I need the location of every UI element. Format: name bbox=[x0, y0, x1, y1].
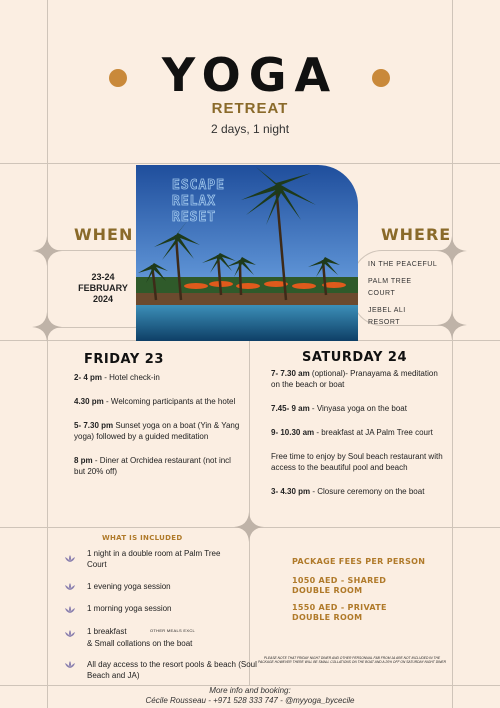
page-subtitle: RETREAT bbox=[211, 100, 289, 117]
photo-overlay-escape: ESCAPE bbox=[172, 178, 225, 193]
package-shared: 1050 AED - SHARED DOUBLE ROOM bbox=[292, 576, 387, 595]
package-private: 1550 AED - PRIVATE DOUBLE ROOM bbox=[292, 603, 387, 622]
saturday-schedule bbox=[271, 368, 443, 510]
photo-overlay-relax: RELAX bbox=[172, 194, 217, 209]
included-item: 1 night in a double room at Palm Tree Court bbox=[87, 549, 221, 569]
included-item: 1 breakfast bbox=[87, 627, 127, 636]
where-line: COURT bbox=[368, 290, 396, 297]
schedule-item: Free time to enjoy by Soul beach restaurant with access to the beautiful pool and beach bbox=[271, 452, 443, 472]
schedule-item: 4.30 pm - Welcoming participants at the hotel bbox=[74, 397, 236, 406]
where-line: IN THE PEACEFUL bbox=[368, 261, 438, 268]
sparkle-icon bbox=[32, 236, 62, 266]
schedule-item: 3- 4.30 pm - Closure ceremony on the boat bbox=[271, 487, 425, 496]
included-item: All day access to the resort pools & beach (Soul Beach and JA) bbox=[87, 660, 257, 680]
lotus-icon bbox=[64, 606, 76, 614]
duration: 2 days, 1 night bbox=[210, 122, 290, 136]
lotus-icon bbox=[64, 630, 76, 638]
schedule-item: 8 pm - Diner at Orchidea restaurant (not incl but 20% off) bbox=[74, 456, 231, 476]
where-line: JEBEL ALI bbox=[368, 307, 406, 314]
friday-schedule bbox=[74, 372, 240, 490]
where-line: PALM TREE bbox=[368, 278, 412, 285]
schedule-item: 5- 7.30 pm Sunset yoga on a boat (Yin & Yang yoga) followed by a guided meditation bbox=[74, 421, 240, 441]
sparkle-icon bbox=[437, 236, 467, 266]
lotus-icon bbox=[64, 555, 76, 563]
page-title: YOGA bbox=[161, 48, 339, 102]
sparkle-icon bbox=[437, 310, 467, 340]
footer-info: More info and booking: bbox=[209, 686, 291, 695]
included-heading: WHAT IS INCLUDED bbox=[102, 534, 183, 542]
other-meals-note: OTHER MEALS EXCL bbox=[150, 628, 196, 633]
lotus-icon bbox=[64, 583, 76, 591]
palm-pool-image bbox=[136, 165, 358, 341]
included-item: 1 morning yoga session bbox=[87, 604, 172, 613]
schedule-item: 7- 7.30 am (optional)- Pranayama & meditation on the beach or boat bbox=[271, 369, 438, 389]
lotus-icon bbox=[64, 661, 76, 669]
included-item: 1 evening yoga session bbox=[87, 582, 171, 591]
included-item: & Small collations on the boat bbox=[87, 639, 193, 648]
package-heading: PACKAGE FEES PER PERSON bbox=[292, 557, 426, 566]
saturday-title: SATURDAY 24 bbox=[302, 350, 407, 365]
where-line: RESORT bbox=[368, 319, 401, 326]
schedule-item: 9- 10.30 am - breakfast at JA Palm Tree court bbox=[271, 428, 433, 437]
schedule-item: 7.45- 9 am - Vinyasa yoga on the boat bbox=[271, 404, 407, 413]
grid-line bbox=[0, 163, 500, 164]
when-heading: WHEN bbox=[74, 225, 134, 244]
resort-photo bbox=[136, 165, 358, 341]
schedule-item: 2- 4 pm - Hotel check-in bbox=[74, 373, 160, 382]
when-dates bbox=[60, 272, 146, 305]
where-heading: WHERE bbox=[381, 225, 452, 244]
photo-overlay-reset: RESET bbox=[172, 210, 217, 225]
footer-contact: Cécile Rousseau - +971 528 333 747 - @myyoga_bycecile bbox=[145, 696, 355, 705]
dates-day: 23-24 bbox=[91, 272, 115, 282]
sparkle-icon bbox=[32, 312, 62, 342]
sparkle-icon bbox=[234, 512, 264, 542]
dates-month: FEBRUARY bbox=[78, 283, 128, 293]
dates-year: 2024 bbox=[92, 294, 114, 304]
friday-title: FRIDAY 23 bbox=[84, 352, 164, 367]
package-note: PLEASE NOTE THAT FRIDAY NIGHT DINER AND OTHER PERSONNAL F&B FROM JA ARE NOT INCLUDED IN THE PACKAGE HOWEVER THERE WILL BE SMALL COLLATIONS ON THE BOAT AND A 20% OFF ON SATURDAY NIGHT DINER bbox=[258, 656, 446, 665]
